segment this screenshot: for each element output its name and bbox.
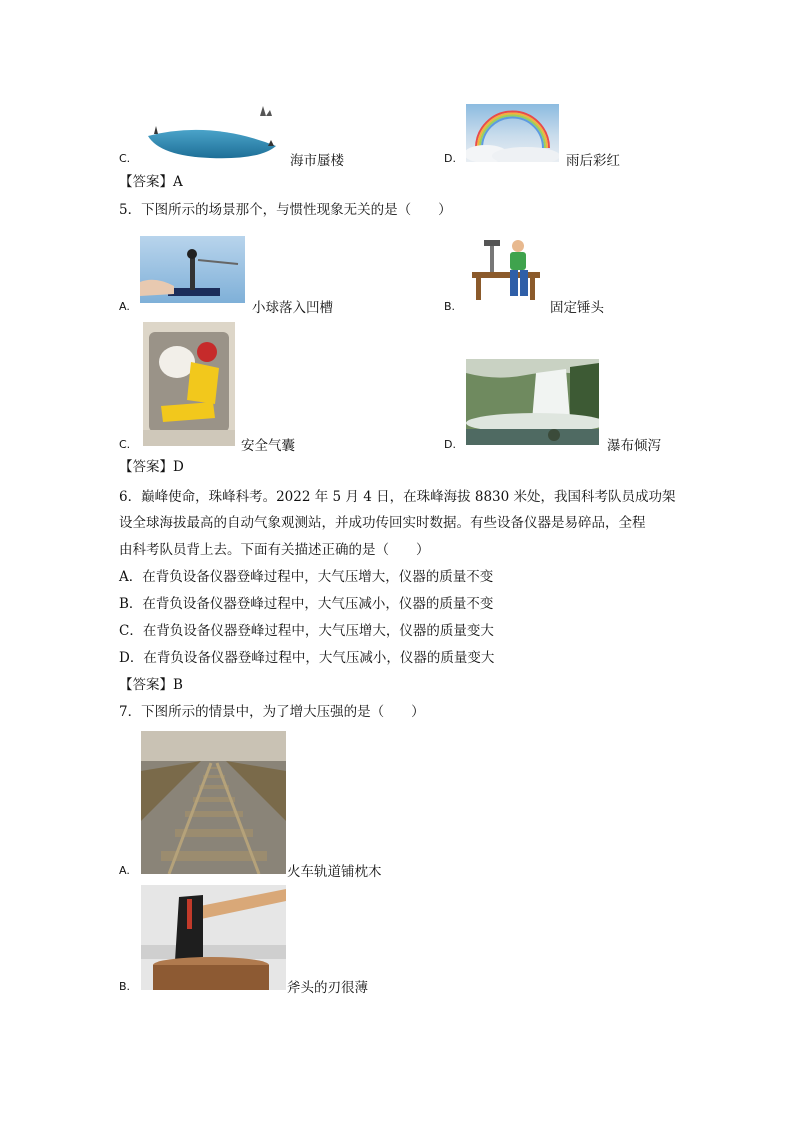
option-text: D．在背负设备仪器登峰过程中，大气压减小，仪器的质量变大 [119,650,495,666]
railway-sleepers-image [141,731,286,874]
question-stem-line: 设全球海拔最高的自动气象观测站，并成功传回实时数据。有些设备仪器是易碎品，全程 [119,515,646,531]
hammer-bench-image [466,236,544,304]
option-label: C. [119,152,131,165]
option-text: B．在背负设备仪器登峰过程中，大气压减小，仪器的质量不变 [119,596,494,612]
option-caption: 固定锤头 [550,300,604,316]
option-caption: 海市蜃楼 [290,153,344,169]
option-caption: 小球落入凹槽 [252,300,333,316]
option-caption: 雨后彩红 [566,153,620,169]
question-stem: 7．下图所示的情景中，为了增大压强的是（ ） [119,704,425,720]
waterfall-image [466,359,599,445]
answer: 【答案】A [119,174,183,190]
mirage-image [140,100,286,164]
airbag-image [143,322,235,446]
option-caption: 斧头的刃很薄 [287,980,368,996]
answer: 【答案】B [119,677,183,693]
option-label: A. [119,864,130,877]
option-label: D. [444,152,456,165]
ball-groove-image [140,236,245,303]
question-stem-line: 6．巅峰使命，珠峰科考。2022 年 5 月 4 日，在珠峰海拔 8830 米处，我国科考队员成功架 [119,489,676,505]
axe-image [141,885,286,990]
option-label: A. [119,300,130,313]
answer: 【答案】D [119,459,184,475]
rainbow-image [466,104,559,162]
option-label: D. [444,438,456,451]
option-label: B. [444,300,456,313]
option-text: A．在背负设备仪器登峰过程中，大气压增大，仪器的质量不变 [119,569,494,585]
option-label: C. [119,438,131,451]
option-caption: 火车轨道铺枕木 [287,864,382,880]
question-stem: 5．下图所示的场景那个，与惯性现象无关的是（ ） [119,202,452,218]
option-label: B. [119,980,131,993]
option-text: C．在背负设备仪器登峰过程中，大气压增大，仪器的质量变大 [119,623,494,639]
question-stem-line: 由科考队员背上去。下面有关描述正确的是（ ） [119,542,430,558]
option-caption: 安全气囊 [241,438,295,454]
option-caption: 瀑布倾泻 [607,438,661,454]
